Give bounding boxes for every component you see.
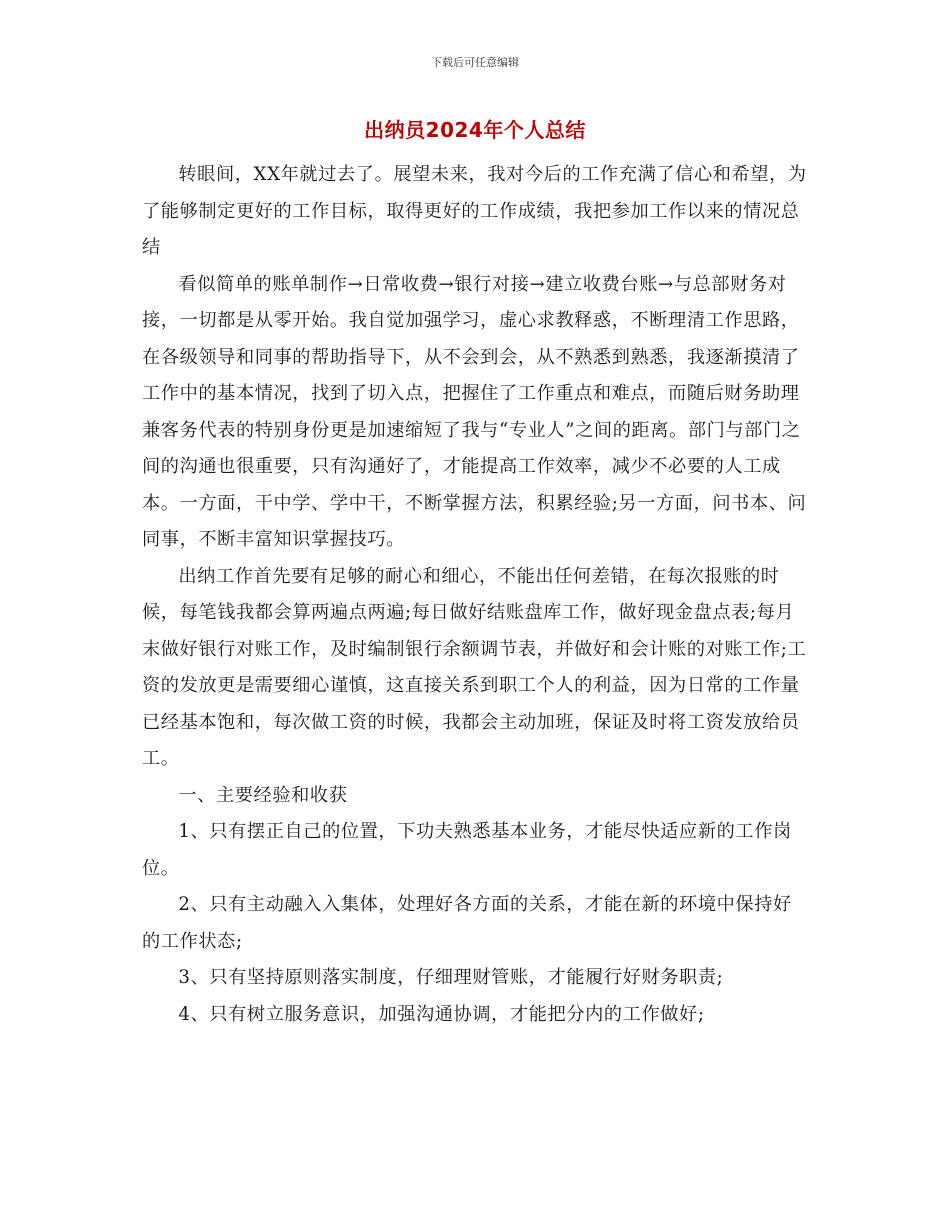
section-heading-experience: 一、主要经验和收获 <box>178 784 348 806</box>
page-header-note: 下载后可任意编辑 <box>431 56 519 69</box>
list-item-2: 2、只有主动融入入集体，处理好各方面的关系，才能在新的环境中保持好的工作状态; <box>142 894 792 952</box>
list-item-4: 4、只有树立服务意识，加强沟通协调，才能把分内的工作做好; <box>178 1003 705 1025</box>
list-item-3: 3、只有坚持原则落实制度，仔细理财管账，才能履行好财务职责; <box>178 967 724 988</box>
paragraph-cashier-duties: 出纳工作首先要有足够的耐心和细心，不能出任何差错，在每次报账的时候，每笔钱我都会算两遍点两遍;每日做好结账盘库工作，做好现金盘点表;每月末做好银行对账工作，及时编制银行余额调节表，并做好和会计账的对账工作;工资的发放更是需要细心谨慎，这直接关系到职工个人的利益，因为日常的工作量已经基本饱和，每次做工资的时候，我都会主动加班，保证及时将工资发放给员工。 <box>142 565 807 769</box>
paragraph-intro: 转眼间，XX年就过去了。展望未来，我对今后的工作充满了信心和希望，为了能够制定更好的工作目标，取得更好的工作成绩，我把参加工作以来的情况总结 <box>142 164 807 258</box>
list-item-1: 1、只有摆正自己的位置，下功夫熟悉基本业务，才能尽快适应新的工作岗位。 <box>142 821 792 879</box>
paragraph-workflow: 看似简单的账单制作→日常收费→银行对接→建立收费台账→与总部财务对接，一切都是从零开始。我自觉加强学习，虚心求教释惑，不断理清工作思路，在各级领导和同事的帮助指导下，从不会到会，从不熟悉到熟悉，我逐渐摸清了工作中的基本情况，找到了切入点，把握住了工作重点和难点，而随后财务助理兼客务代表的特别身份更是加速缩短了我与“专业人”之间的距离。部门与部门之间的沟通也很重要，只有沟通好了，才能提高工作效率，减少不必要的人工成本。一方面，干中学、学中干，不断掌握方法，积累经验;另一方面，问书本、问同事，不断丰富知识掌握技巧。 <box>142 273 807 550</box>
document-body <box>142 157 808 1033</box>
document-title: 出纳员2024年个人总结 <box>364 118 586 142</box>
